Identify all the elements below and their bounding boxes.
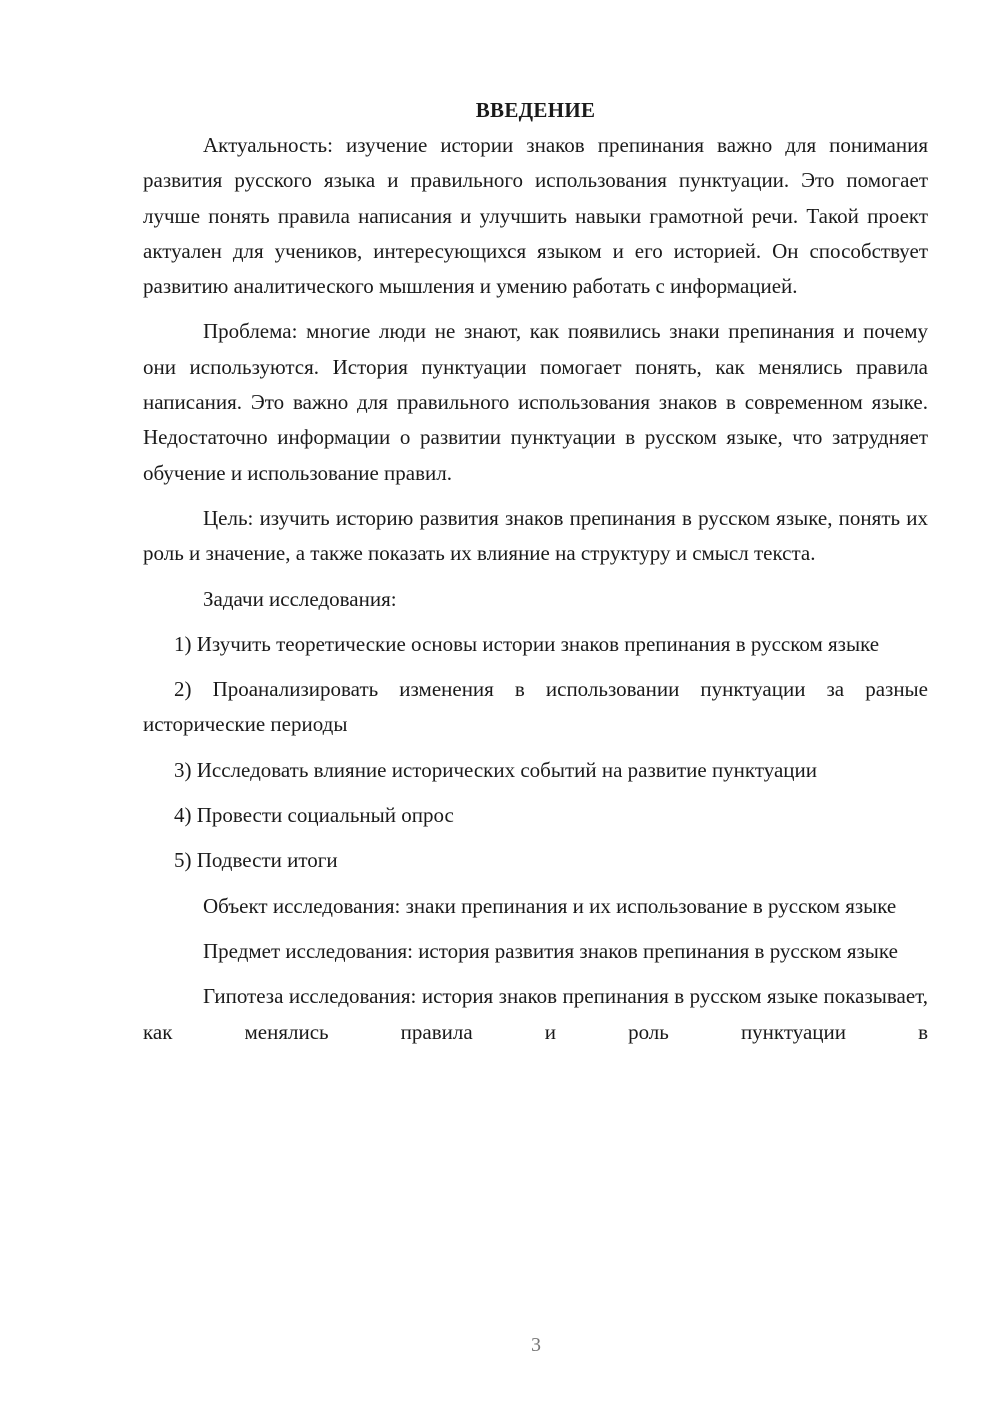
list-item: 4) Провести социальный опрос (174, 803, 454, 828)
paragraph-problem: Проблема: многие люди не знают, как появились знаки препинания и почему они используются. История пунктуации помогает понять, как менялись правила написания. Это важно для правильного использования знаков в современном языке. Недостаточно информации о развитии пунктуации в русском языке, что затрудняет обучение и использование правил. (143, 319, 928, 485)
paragraph-relevance: Актуальность: изучение истории знаков препинания важно для понимания развития русского языка и правильного использования пунктуации. Это помогает лучше понять правила написания и улучшить навыки грамотной речи. Такой проект актуален для учеников, интересующихся языком и его историей. Он способствует развитию аналитического мышления и умению работать с информацией. (143, 133, 928, 299)
section-title: ВВЕДЕНИЕ (475, 98, 596, 122)
list-item: 2) Проанализировать изменения в использовании пунктуации за разные исторические периоды (143, 677, 928, 737)
document-page (143, 92, 928, 1060)
list-item: 5) Подвести итоги (174, 848, 338, 873)
list-item: 3) Исследовать влияние исторических событий на развитие пунктуации (174, 757, 818, 782)
paragraph-object: Объект исследования: знаки препинания и их использование в русском языке (203, 893, 897, 918)
paragraph-subject: Предмет исследования: история развития знаков препинания в русском языке (203, 938, 898, 963)
paragraph-hypothesis: Гипотеза исследования: история знаков препинания в русском языке показывает, как менялись правила и роль пунктуации в (143, 984, 928, 1044)
paragraph-goal: Цель: изучить историю развития знаков препинания в русском языке, понять их роль и значение, а также показать их влияние на структуру и смысл текста. (143, 505, 928, 566)
list-item: 1) Изучить теоретические основы истории знаков препинания в русском языке (174, 631, 880, 656)
tasks-list (143, 627, 928, 879)
page-number: 3 (531, 1334, 541, 1356)
tasks-heading: Задачи исследования: (203, 586, 397, 611)
